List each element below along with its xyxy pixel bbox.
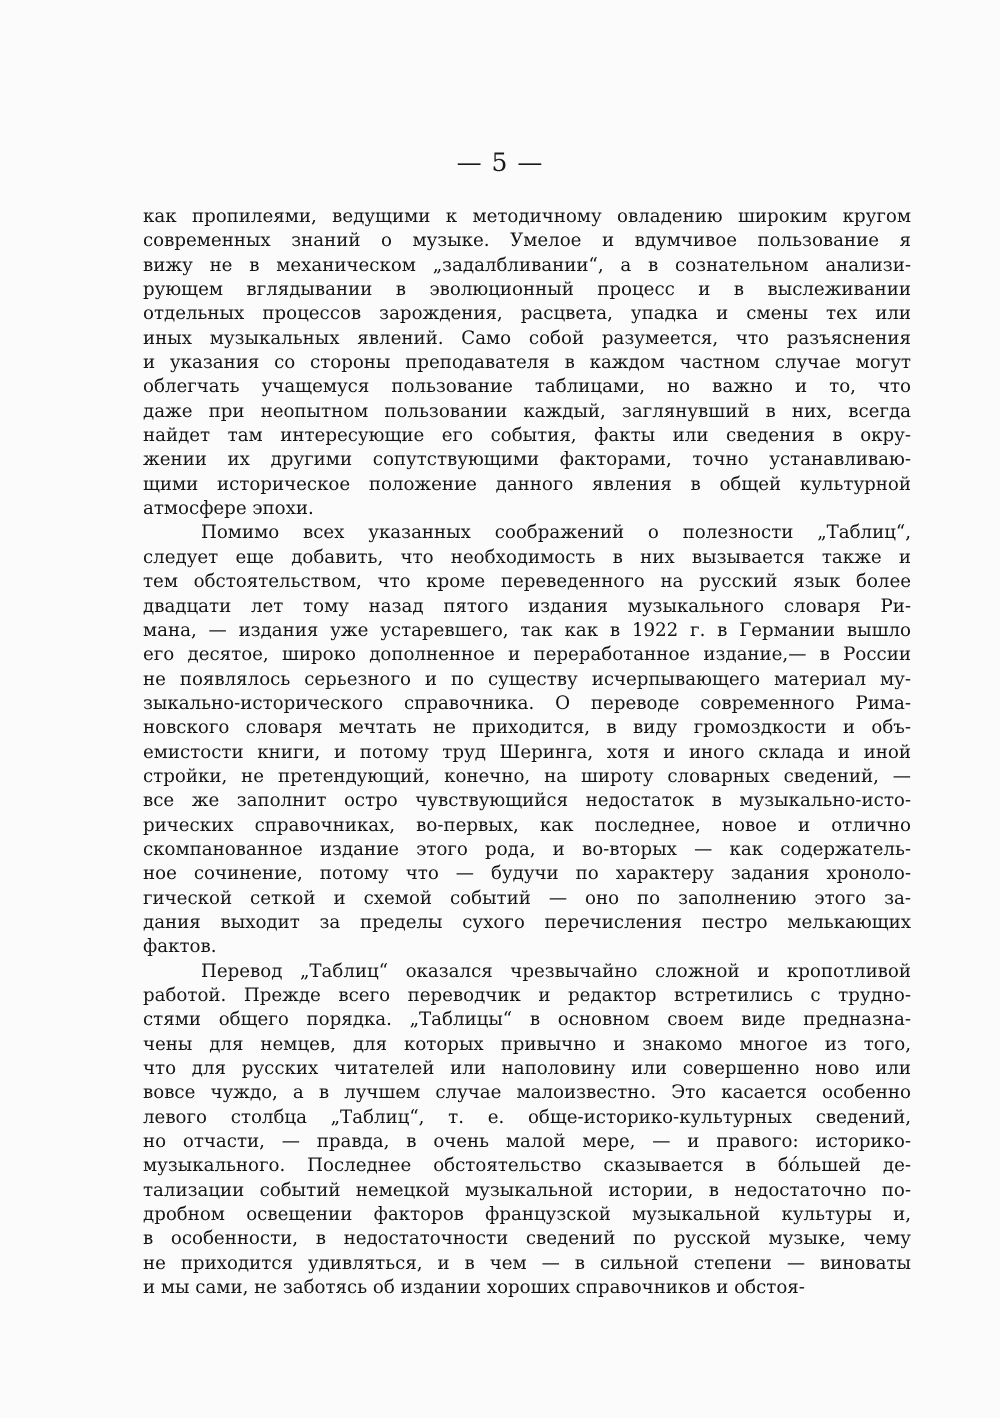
page-number: — 5 — bbox=[456, 148, 544, 177]
text-line: иных музыкальных явлений. Само собой разумеется, что разъяснения bbox=[143, 327, 911, 349]
text-line: атмосфере эпохи. bbox=[143, 498, 314, 520]
text-line: двадцати лет тому назад пятого издания музыкального словаря Ри- bbox=[143, 595, 911, 617]
text-line: отдельных процессов зарождения, расцвета, упадка и смены тех или bbox=[143, 303, 911, 325]
text-line: стями общего порядка. „Таблицы“ в основном своем виде предназна- bbox=[143, 1009, 911, 1031]
text-line: даже при неопытном пользовании каждый, заглянувший в них, всегда bbox=[143, 400, 911, 422]
text-line: Помимо всех указанных соображений о полезности „Таблиц“, bbox=[201, 522, 911, 544]
text-line: Перевод „Таблиц“ оказался чрезвычайно сложной и кропотливой bbox=[201, 960, 911, 982]
text-line: стройки, не претендующий, конечно, на широту словарных сведений, — bbox=[143, 765, 911, 787]
text-line: вижу не в механическом „задалбливании“, а в сознательном анализи- bbox=[143, 254, 911, 276]
text-line: левого столбца „Таблиц“, т. е. обще-историко-культурных сведений, bbox=[143, 1106, 911, 1128]
paragraph bbox=[143, 960, 911, 1301]
paragraph bbox=[143, 205, 911, 521]
text-line: все же заполнит остро чувствующийся недостаток в музыкально-исто- bbox=[143, 790, 911, 812]
text-line: фактов. bbox=[143, 936, 217, 958]
text-line: и мы сами, не заботясь об издании хороших справочников и обстоя- bbox=[143, 1277, 805, 1299]
text-line: следует еще добавить, что необходимость в них вызывается также и bbox=[143, 546, 911, 568]
text-line: зыкально-исторического справочника. О переводе современного Рима- bbox=[143, 692, 911, 714]
text-line: дробном освещении факторов французской музыкальной культуры и, bbox=[143, 1204, 911, 1226]
text-line: чены для немцев, для которых привычно и знакомо многое из того, bbox=[143, 1033, 911, 1055]
text-line: работой. Прежде всего переводчик и редактор встретились с трудно- bbox=[143, 985, 911, 1006]
text-line: но отчасти, — правда, в очень малой мере, — и правого: историко- bbox=[143, 1131, 911, 1153]
body-text bbox=[143, 205, 911, 1300]
text-line: тализации событий немецкой музыкальной истории, в недостаточно по- bbox=[143, 1179, 911, 1201]
text-line: не появлялось серьезного и по существу исчерпывающего материал му- bbox=[143, 668, 911, 690]
text-line: щими историческое положение данного явления в общей культурной bbox=[143, 473, 911, 495]
text-line: современных знаний о музыке. Умелое и вдумчивое пользование я bbox=[143, 230, 911, 252]
text-line: ное сочинение, потому что — будучи по характеру задания хроноло- bbox=[143, 863, 911, 885]
text-line: и указания со стороны преподавателя в каждом частном случае могут bbox=[143, 352, 911, 374]
text-line: скомпанованное издание этого рода, и во-вторых — как содержатель- bbox=[143, 838, 911, 860]
text-line: рических справочниках, во-первых, как последнее, новое и отлично bbox=[143, 814, 911, 836]
text-line: в особенности, в недостаточности сведений по русской музыке, чему bbox=[143, 1228, 911, 1250]
text-line: музыкального. Последнее обстоятельство сказывается в бо́льшей де- bbox=[143, 1155, 911, 1177]
text-line: как пропилеями, ведущими к методичному овладению широким кругом bbox=[143, 206, 911, 227]
text-line: мана, — издания уже устаревшего, так как в 1922 г. в Германии вышло bbox=[143, 619, 911, 641]
text-line: гической сеткой и схемой событий — оно по заполнению этого за- bbox=[143, 887, 911, 909]
text-line: его десятое, широко дополненное и переработанное издание,— в России bbox=[143, 644, 911, 666]
text-line: тем обстоятельством, что кроме переведенного на русский язык более bbox=[143, 571, 911, 593]
text-line: емистости книги, и потому труд Шеринга, хотя и иного склада и иной bbox=[143, 741, 911, 763]
text-line: дания выходит за пределы сухого перечисления пестро мелькающих bbox=[143, 911, 911, 933]
text-line: найдет там интересующие его события, факты или сведения в окру- bbox=[143, 425, 911, 447]
text-line: жении их другими сопутствующими факторами, точно устанавливаю- bbox=[143, 449, 911, 471]
paragraph bbox=[143, 521, 911, 959]
text-line: не приходится удивляться, и в чем — в сильной степени — виноваты bbox=[143, 1252, 911, 1274]
text-line: новского словаря мечтать не приходится, в виду громоздкости и объ- bbox=[143, 717, 911, 739]
text-line: рующем вглядывании в эволюционный процесс и в выслеживании bbox=[143, 279, 911, 301]
text-line: вовсе чуждо, а в лучшем случае малоизвестно. Это касается особенно bbox=[143, 1082, 911, 1104]
text-line: облегчать учащемуся пользование таблицами, но важно и то, что bbox=[143, 376, 911, 398]
text-line: что для русских читателей или наполовину или совершенно ново или bbox=[143, 1058, 911, 1080]
